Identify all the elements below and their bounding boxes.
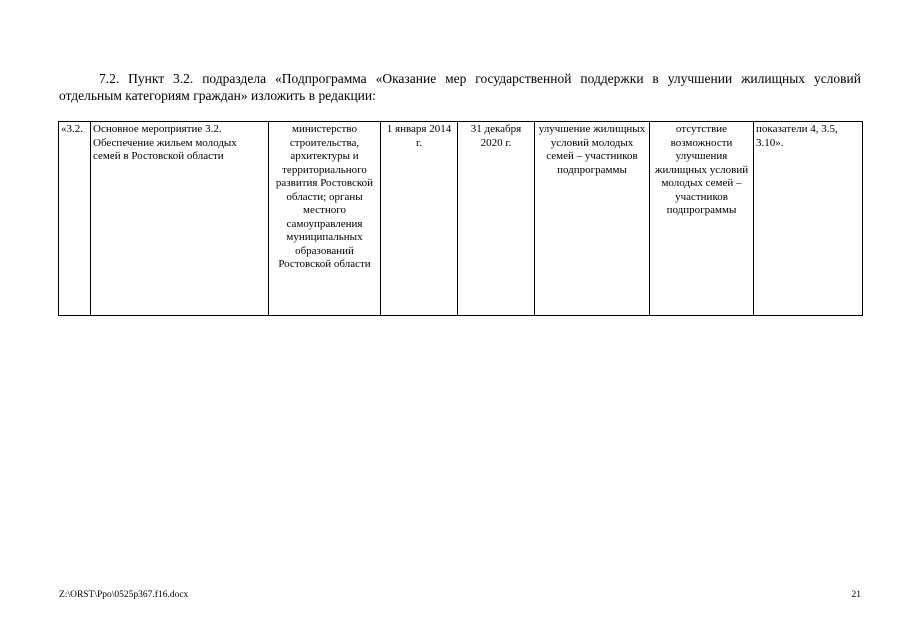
cell-consequences: отсутствие возможности улучшения жилищных условий молодых семей – участников подпрограммы	[650, 122, 754, 316]
table-row	[59, 122, 863, 316]
file-path: Z:\ORST\Ppo\0525p367.f16.docx	[59, 590, 189, 600]
cell-start-date: 1 января 2014 г.	[381, 122, 458, 316]
cell-expected-result: улучшение жилищных условий молодых семей – участников подпрограммы	[535, 122, 650, 316]
cell-executor: министерство строительства, архитектуры и территориального развития Ростовской области; органы местного самоуправления муниципальных образований Ростовской области	[269, 122, 381, 316]
cell-event: Основное мероприятие 3.2. Обеспечение жильем молодых семей в Ростовской области	[91, 122, 269, 316]
cell-number: «3.2.	[59, 122, 91, 316]
cell-end-date: 31 декабря 2020 г.	[458, 122, 535, 316]
cell-indicators: показатели 4, 3.5, 3.10».	[754, 122, 863, 316]
amendment-paragraph: 7.2. Пункт 3.2. подраздела «Подпрограмма «Оказание мер государственной поддержки в улучшении жилищных условий отдельным категориям граждан» изложить в редакции:	[59, 71, 861, 103]
program-table	[58, 121, 863, 316]
page-number: 21	[851, 590, 861, 600]
